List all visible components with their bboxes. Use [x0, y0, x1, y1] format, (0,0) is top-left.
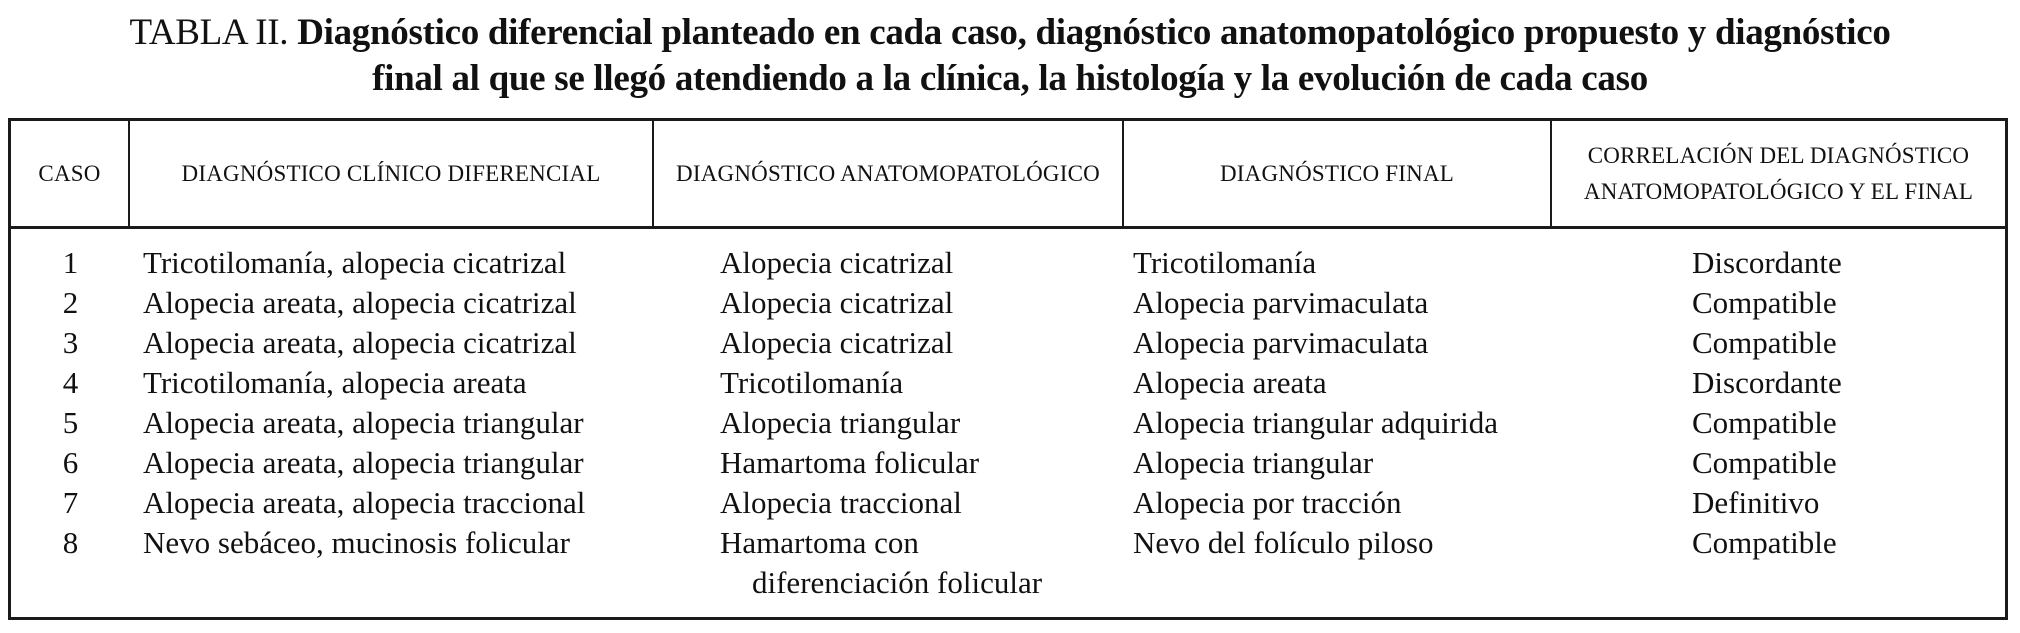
cell-final: Alopecia por tracción — [1133, 485, 1402, 520]
cell-correlacion: Compatible — [1692, 405, 1837, 440]
cell-correlacion: Compatible — [1692, 445, 1837, 480]
caption-label: TABLA II. — [129, 12, 289, 53]
cell-final: Alopecia triangular adquirida — [1133, 405, 1498, 440]
table-header-row — [11, 121, 2005, 229]
cell-correlacion: Compatible — [1692, 285, 1837, 320]
header-anatomo: DIAGNÓSTICO ANATOMOPATOLÓGICO — [654, 121, 1124, 226]
cell-anatomo: Alopecia cicatrizal — [720, 245, 954, 280]
cell-final: Tricotilomanía — [1133, 245, 1317, 280]
table-row — [11, 403, 2005, 443]
cell-clinico: Tricotilomanía, alopecia cicatrizal — [143, 245, 567, 280]
cell-clinico: Tricotilomanía, alopecia areata — [143, 365, 527, 400]
cell-caso: 8 — [62, 525, 79, 560]
cell-anatomo: Hamartoma folicular — [720, 445, 980, 480]
header-caso: CASO — [11, 121, 130, 226]
header-correlacion — [1552, 121, 2005, 226]
cell-clinico: Alopecia areata, alopecia triangular — [143, 445, 584, 480]
cell-correlacion: Compatible — [1692, 325, 1837, 360]
header-correlacion-line-1: CORRELACIÓN DEL DIAGNÓSTICO — [1587, 142, 1970, 168]
cell-anatomo: Tricotilomanía — [720, 365, 904, 400]
caption-line-1 — [0, 10, 2020, 56]
header-clinico: DIAGNÓSTICO CLÍNICO DIFERENCIAL — [130, 121, 654, 226]
cell-final: Alopecia parvimaculata — [1133, 325, 1429, 360]
cell-final: Alopecia parvimaculata — [1133, 285, 1429, 320]
table-row — [11, 483, 2005, 523]
table-row — [11, 443, 2005, 483]
cell-clinico: Alopecia areata, alopecia traccional — [143, 485, 586, 520]
cell-anatomo: Alopecia traccional — [720, 485, 962, 520]
table-row — [11, 363, 2005, 403]
cell-correlacion: Definitivo — [1692, 485, 1820, 520]
cell-clinico: Nevo sebáceo, mucinosis folicular — [143, 525, 570, 560]
cell-correlacion: Compatible — [1692, 525, 1837, 560]
table-row — [11, 523, 2005, 600]
caption-title-part-1: Diagnóstico diferencial planteado en cada caso, diagnóstico anatomopatológico propuesto y diagnóstico — [297, 12, 1891, 53]
table-row — [11, 323, 2005, 363]
cell-final: Alopecia areata — [1133, 365, 1327, 400]
cell-final: Alopecia triangular — [1133, 445, 1374, 480]
cell-anatomo — [720, 523, 1042, 603]
cell-anatomo-line-1: Hamartoma con — [720, 525, 919, 560]
cell-clinico: Alopecia areata, alopecia cicatrizal — [143, 325, 577, 360]
cell-caso: 7 — [62, 485, 79, 520]
cell-caso: 1 — [62, 245, 79, 280]
cell-anatomo: Alopecia cicatrizal — [720, 285, 954, 320]
cell-anatomo-line-2: diferenciación folicular — [752, 565, 1043, 600]
table-caption — [0, 10, 2020, 102]
cell-caso: 5 — [62, 405, 79, 440]
header-final: DIAGNÓSTICO FINAL — [1124, 121, 1552, 226]
cell-correlacion: Discordante — [1692, 365, 1842, 400]
cell-final: Nevo del folículo piloso — [1133, 525, 1434, 560]
cell-clinico: Alopecia areata, alopecia cicatrizal — [143, 285, 577, 320]
cell-anatomo: Alopecia cicatrizal — [720, 325, 954, 360]
table-row — [11, 243, 2005, 283]
cell-caso: 3 — [62, 325, 79, 360]
cell-caso: 6 — [62, 445, 79, 480]
cell-correlacion: Discordante — [1692, 245, 1842, 280]
diagnosis-table — [8, 118, 2008, 620]
header-correlacion-line-2: ANATOMOPATOLÓGICO Y EL FINAL — [1583, 178, 1974, 204]
caption-title-part-2: final al que se llegó atendiendo a la clínica, la histología y la evolución de cada caso — [372, 58, 1648, 99]
cell-caso: 2 — [62, 285, 79, 320]
cell-clinico: Alopecia areata, alopecia triangular — [143, 405, 584, 440]
cell-anatomo: Alopecia triangular — [720, 405, 961, 440]
table-body — [11, 243, 2005, 600]
cell-caso: 4 — [62, 365, 79, 400]
table-row — [11, 283, 2005, 323]
